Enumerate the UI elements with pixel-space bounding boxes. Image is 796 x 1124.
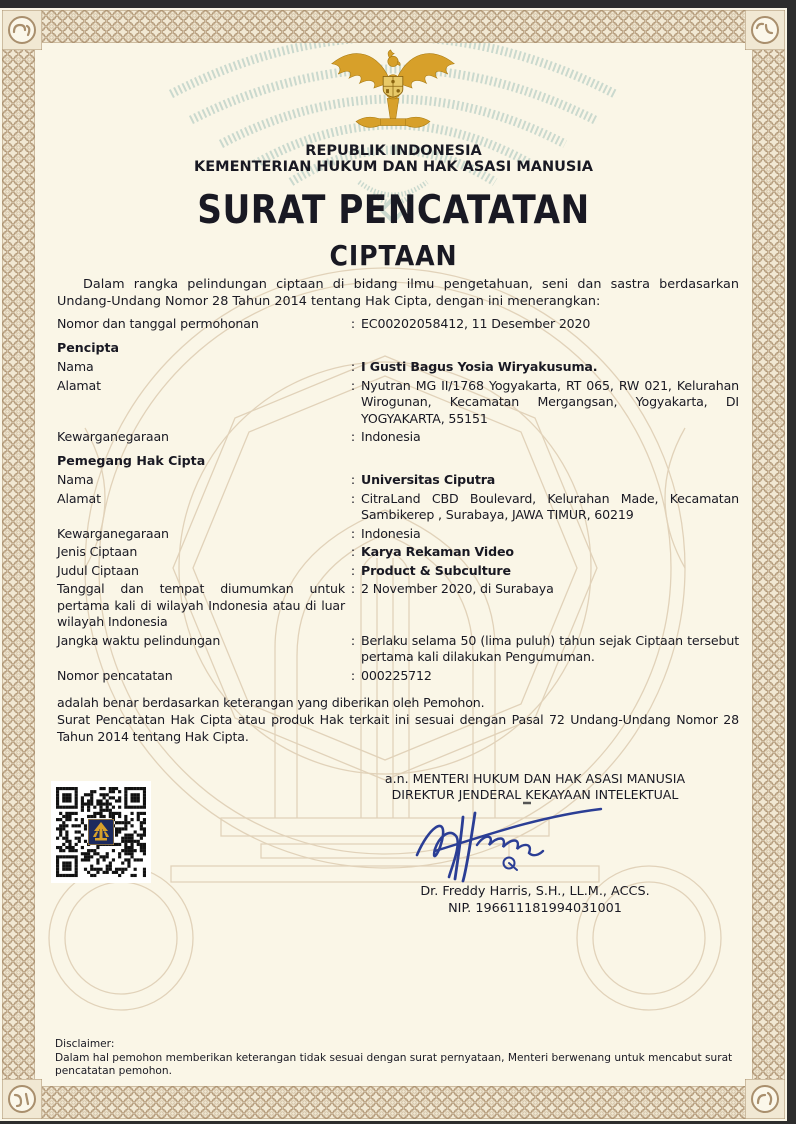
field-label: Nama — [57, 359, 94, 374]
field-row-holder-name — [57, 472, 739, 489]
field-row-holder-nationality — [57, 526, 739, 543]
fields-table — [57, 316, 739, 686]
field-value: Universitas Ciputra — [361, 472, 496, 487]
closing-line-2: Surat Pencatatan Hak Cipta atau produk Hak terkait ini sesuai dengan Pasal 72 Undang-Undang Nomor 28 Tahun 2014 tentang Hak Cipta. — [57, 712, 739, 744]
field-row-registration-number — [57, 668, 739, 685]
field-label: Nomor dan tanggal permohonan — [57, 316, 259, 331]
border-band-top — [2, 10, 785, 43]
signature-block — [330, 771, 740, 931]
field-label: Alamat — [57, 490, 101, 506]
ministry-logo-icon — [88, 819, 114, 845]
document-subtitle: CIPTAAN — [329, 239, 458, 272]
garuda-pancasila-emblem-icon — [323, 36, 463, 140]
signatory-on-behalf: a.n. MENTERI HUKUM DAN HAK ASASI MANUSIA — [384, 771, 686, 786]
disclaimer — [55, 1038, 745, 1079]
field-label: Tanggal dan tempat diumumkan untuk pertama kali di wilayah Indonesia atau di luar wilayah Indonesia — [57, 581, 345, 629]
closing-line-1: adalah benar berdasarkan keterangan yang diberikan oleh Pemohon. — [57, 695, 485, 710]
field-colon: : — [350, 316, 356, 331]
field-colon: : — [350, 667, 356, 683]
field-label: Kewarganegaraan — [57, 525, 169, 541]
field-label: Nama — [57, 472, 94, 487]
ministry-title: KEMENTERIAN HUKUM DAN HAK ASASI MANUSIA — [194, 159, 593, 175]
field-colon: : — [350, 562, 356, 578]
signatory-nip: NIP. 196611181994031001 — [448, 901, 622, 916]
field-label: Nomor pencatatan — [57, 667, 173, 683]
field-value: Indonesia — [361, 429, 421, 444]
field-colon: : — [350, 429, 356, 444]
border-band-right — [752, 10, 785, 1119]
field-colon: : — [350, 632, 356, 648]
field-colon: : — [350, 544, 356, 559]
field-row-creator-address — [57, 378, 739, 428]
border-band-bottom — [2, 1086, 785, 1119]
section-title-rights-holder: Pemegang Hak Cipta — [57, 452, 206, 468]
signature-scribble-icon — [405, 799, 645, 884]
field-value: Nyutran MG II/1768 Yogyakarta, RT 065, RW 021, Kelurahan Wirogunan, Kecamatan Mergangsan, Yogyakarta, DI YOGYAKARTA, 55151 — [361, 377, 739, 426]
field-label: Jangka waktu pelindungan — [57, 632, 221, 648]
border-band-left — [2, 10, 35, 1119]
signatory-name: Dr. Freddy Harris, S.H., LL.M., ACCS. — [420, 884, 650, 899]
field-value: EC00202058412, 11 Desember 2020 — [361, 316, 591, 331]
field-label: Alamat — [57, 377, 101, 393]
field-value: Berlaku selama 50 (lima puluh) tahun sejak Ciptaan tersebut pertama kali dilakukan Pengumuman. — [361, 632, 739, 664]
corner-ornament-icon — [2, 10, 42, 50]
field-colon: : — [350, 472, 356, 487]
field-value: Product & Subculture — [361, 562, 511, 578]
field-row-first-publication — [57, 581, 739, 631]
disclaimer-text: Dalam hal pemohon memberikan keterangan tidak sesuai dengan surat pernyataan, Menteri berwenang untuk mencabut surat pencatatan pemohon. — [55, 1051, 733, 1077]
corner-ornament-icon — [745, 1079, 785, 1119]
field-label: Kewarganegaraan — [57, 429, 169, 444]
signatory-directorate: DIREKTUR JENDERAL KEKAYAAN INTELEKTUAL — [391, 787, 679, 802]
field-label: Judul Ciptaan — [57, 562, 139, 578]
field-value: Indonesia — [361, 525, 421, 541]
field-row-creator-name — [57, 359, 739, 376]
field-row-holder-address — [57, 491, 739, 524]
field-row-creator-nationality — [57, 429, 739, 446]
closing-statement — [57, 694, 739, 745]
document-title: SURAT PENCATATAN — [197, 188, 590, 233]
field-value: 000225712 — [361, 667, 432, 683]
disclaimer-title: Disclaimer: — [55, 1038, 115, 1050]
field-label: Jenis Ciptaan — [57, 544, 138, 559]
intro-paragraph: Dalam rangka pelindungan ciptaan di bidang ilmu pengetahuan, seni dan sastra berdasarkan Undang-Undang Nomor 28 Tahun 2014 tentang Hak Cipta, dengan ini menerangkan: — [57, 277, 739, 309]
field-row-work-title — [57, 563, 739, 580]
country-title: REPUBLIK INDONESIA — [305, 143, 482, 159]
field-colon: : — [350, 581, 356, 596]
field-colon: : — [350, 377, 356, 393]
field-colon: : — [350, 359, 356, 374]
field-value: I Gusti Bagus Yosia Wiryakusuma. — [361, 359, 598, 374]
field-row-application-number — [57, 316, 739, 333]
field-colon: : — [350, 525, 356, 541]
field-row-work-type — [57, 544, 739, 561]
qr-code — [51, 781, 151, 883]
section-title-creator: Pencipta — [57, 339, 120, 355]
field-row-protection-period — [57, 633, 739, 666]
corner-ornament-icon — [745, 10, 785, 50]
field-colon: : — [350, 490, 356, 506]
field-value: 2 November 2020, di Surabaya — [361, 581, 554, 596]
certificate-paper — [0, 8, 787, 1121]
corner-ornament-icon — [2, 1079, 42, 1119]
field-value: CitraLand CBD Boulevard, Kelurahan Made, Kecamatan Sambikerep , Surabaya, JAWA TIMUR, 60219 — [361, 490, 739, 522]
field-value: Karya Rekaman Video — [361, 544, 514, 559]
